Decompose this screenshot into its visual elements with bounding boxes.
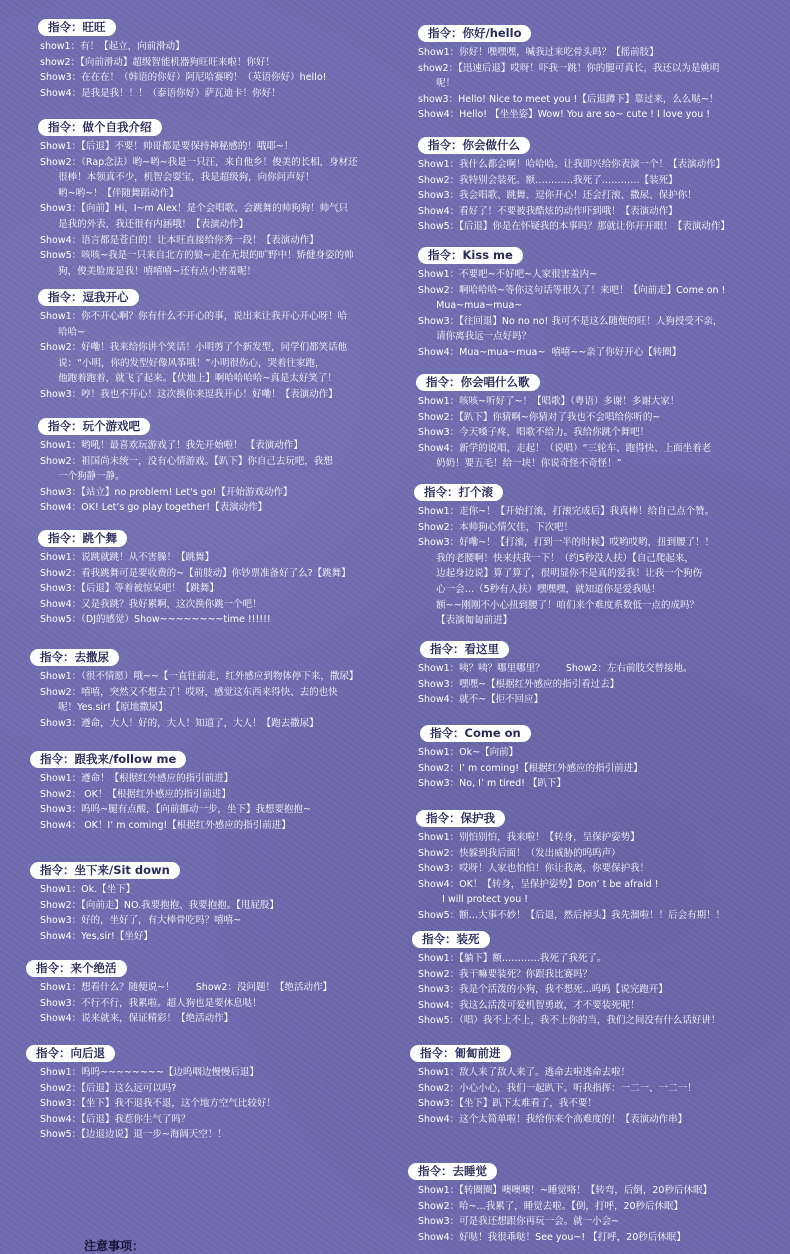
- response-line: Show4：说来就来，保证精彩！【绝活动作】: [40, 1013, 234, 1025]
- response-line: Show2：哈~...我累了，睡觉去啦。【倒，打呼，20秒后休眠】: [418, 1200, 684, 1212]
- command-section: [30, 646, 358, 731]
- response-line: Show1：遵命！【根据红外感应的指引前进】: [40, 773, 234, 784]
- command-title: 指令：保护我: [416, 810, 505, 827]
- response-line: 奶奶！要五毛！给一块！你说奇怪不奇怪！”: [418, 458, 622, 470]
- response-line: Show4：【后退】我惹你生气了吗？: [40, 1113, 191, 1125]
- response-line: Mua~mua~mua~: [418, 300, 523, 312]
- response-line: Show1：敌人来了敌人来了。逃命去啦逃命去啦！: [418, 1067, 631, 1078]
- response-line: Show4：Hello! 【坐坐姿】Wow! You are so~ cute ! I love you !: [418, 109, 711, 121]
- response-list: [418, 830, 725, 924]
- response-line: show2：【向前滑动】超级智能机器狗旺旺来啦！你好！: [40, 56, 275, 68]
- command-section: [26, 957, 332, 1027]
- response-list: [40, 139, 358, 279]
- response-line: Show2：我干嘛要装死？你跟我比赛吗？: [418, 968, 593, 980]
- response-line: Show2：【趴下】你猜啊~你猜对了我也不会唱给你听的~: [418, 411, 661, 423]
- command-section: [408, 1160, 712, 1245]
- response-list: [40, 882, 279, 944]
- command-section: [38, 415, 333, 516]
- response-line: Show2：小心小心，我们一起趴下。听我指挥：一二一、一二一！: [418, 1082, 697, 1094]
- command-title: 指令：向后退: [26, 1045, 115, 1062]
- response-line: Show1：咳咳~听好了~！【唱歌】（粤语）多谢！多谢大家！: [418, 396, 680, 407]
- response-line: Show5：咳咳~我是一只来自北方的狼~走在无垠的旷野中！矫健身姿的帅: [40, 250, 354, 262]
- response-list: [40, 771, 311, 833]
- response-line: Show3：可是我还想跟你再玩一会。就一小会~: [418, 1216, 620, 1228]
- command-section: [420, 638, 693, 708]
- response-line: Show1：不要吧~不好吧~人家很害羞内~: [418, 269, 598, 280]
- response-list: [418, 745, 643, 792]
- notes-title: 注意事项：: [84, 1239, 145, 1253]
- response-line: Show4： OK！I’ m coming!【根据红外感应的指引前进】: [40, 819, 291, 831]
- command-section: [416, 807, 725, 924]
- response-line: Show1：说跳就跳！从不害臊！【跳舞】: [40, 552, 215, 563]
- response-line: Show3：我是个活泼的小狗，我不想死...呜呜【说完跑开】: [418, 984, 668, 996]
- response-line: Show3：好的，坐好了，有大棒骨吃吗？嘻嘻~: [40, 915, 242, 927]
- command-section: [38, 16, 326, 101]
- response-line: Show4：就不~【拒不回应】: [418, 694, 544, 706]
- response-line: Show2：嘻嘻，突然又不想去了！哎呀，感觉这东西来得快、去的也快: [40, 686, 338, 698]
- response-line: Show5：额…大事不妙！【后退，然后掉头】我先溜啦！！后会有期！！: [418, 909, 726, 921]
- response-line: Show2：啊哈哈哈~等你这句话等很久了！来吧！【向前走】Come on !: [418, 284, 726, 296]
- command-title: 指令：跟我来/follow me: [30, 751, 186, 768]
- response-list: [40, 550, 351, 628]
- response-line: I will protect you !: [418, 894, 529, 906]
- response-line: Show5：【后退】你是在怀疑我的本事吗？那就让你开开眼！【表演动作】: [418, 221, 730, 233]
- command-section: [418, 134, 730, 235]
- response-line: 我的老腰啊！快来扶我一下！（约5秒没人扶）【自己爬起来，: [418, 552, 694, 564]
- response-list: [40, 669, 358, 731]
- response-line: Show3：【后退】等着被惊呆吧！【跳舞】: [40, 583, 219, 595]
- command-title: 指令：你会唱什么歌: [416, 374, 540, 391]
- response-line: Show2：祖国尚未统一，没有心情游戏。【趴下】你自己去玩吧，我想: [40, 455, 333, 467]
- command-title: 指令：你会做什么: [418, 137, 530, 154]
- command-section: [30, 748, 311, 833]
- response-line: Show3：哎呀！人家也怕怕！你让我离，你要保护我！: [418, 863, 650, 875]
- command-section: [420, 722, 643, 792]
- response-line: Show1：【躺下】额…………我死了我死了。: [418, 953, 607, 964]
- response-line: 说：“小明，你的发型好像风筝哦！”小明很伤心，哭着往家跑，: [40, 357, 325, 369]
- command-title: 指令：做个自我介绍: [38, 119, 162, 136]
- response-line: Show4：新学的说唱，走起！（说唱）“三轮车、跑得快、上面坐着老: [418, 442, 712, 454]
- command-section: [26, 1042, 276, 1143]
- response-line: Show2：好嘞！我来给你讲个笑话！小明剪了个新发型，同学们都笑话他: [40, 342, 348, 354]
- response-line: 呢！Yes.sir!【原地撒尿】: [40, 702, 168, 714]
- command-title: 指令：去睡觉: [408, 1163, 497, 1180]
- response-line: Show3：今天嗓子疼，唱歌不给力。我给你跳个舞吧！: [418, 427, 650, 439]
- command-section: [418, 244, 725, 361]
- response-list: [40, 39, 326, 101]
- response-line: Show3：在在在！（韩语的你好）阿尼哈赛哟！（英语你好）hello!: [40, 72, 327, 84]
- response-line: Show1：你不开心啊？你有什么不开心的事，说出来让我开心开心呀！哈: [40, 311, 348, 322]
- response-list: [40, 438, 333, 516]
- response-line: Show1：【后退】不要！帅哥都是要保持神秘感的！哦耶~！: [40, 141, 294, 152]
- response-line: Show5：【边退边说】退一步~海阔天空！！: [40, 1129, 227, 1141]
- command-section: [38, 527, 351, 628]
- response-line: Show1：想看什么？随便说~！ Show2：没问题！【绝活动作】: [40, 982, 332, 993]
- response-list: [418, 1183, 712, 1245]
- response-line: Show2： OK！【根据红外感应的指引前进】: [40, 788, 231, 800]
- response-line: Show2：快躲到我后面！（发出威胁的呜呜声）: [418, 847, 621, 859]
- response-line: Show1：你好！嘿嘿嘿，喊我过来吃骨头吗？【摇前肢】: [418, 47, 659, 58]
- response-line: Show2：【后退】这么远可以吗?: [40, 1082, 177, 1094]
- response-line: Show4：OK！【转身，呈保护姿势】Don’ t be afraid !: [418, 878, 659, 890]
- response-line: Show4：OK! Let’s go play together!【表演动作】: [40, 502, 268, 514]
- response-line: Show4：是我是我！！！（泰语你好）萨瓦迪卡！你好！: [40, 87, 281, 99]
- command-section: [410, 1042, 697, 1127]
- response-line: Show3：No, I’ m tired! 【趴下】: [418, 778, 567, 790]
- response-line: Show1：我什么都会啊！哈哈哈。让我即兴给你表演一个！【表演动作】: [418, 159, 726, 170]
- response-line: Show2：本帅狗心情欠佳，下次吧！: [418, 521, 574, 533]
- response-list: [418, 45, 719, 123]
- command-title: 指令：你好/hello: [418, 25, 531, 42]
- response-line: Show3：我会唱歌、跳舞、逗你开心！还会打滚、撒尿、保护你！: [418, 190, 697, 202]
- response-line: 是我的外表，我还很有内涵哦！【表演动作】: [40, 218, 249, 230]
- response-line: Show4：语言都是苍白的！让本旺直接给你秀一段！【表演动作】: [40, 234, 319, 246]
- response-line: show2：【迅速后退】哎呀！吓我一跳！你的腿可真长，我还以为是姚明: [418, 62, 720, 74]
- command-title: 指令：来个绝活: [26, 960, 127, 977]
- command-title: 指令：Come on: [420, 725, 531, 742]
- response-line: Show4：看好了！不要被我酷炫的动作吓到哦！【表演动作】: [418, 205, 678, 217]
- response-line: 他跑着跑着，就飞了起来。【伏地上】啊哈哈哈哈~真是太好笑了！: [40, 373, 337, 385]
- response-line: 哈哈~: [40, 326, 86, 338]
- response-line: 呢！: [418, 78, 456, 90]
- response-line: Show1：Ok.【坐下】: [40, 884, 136, 895]
- response-line: 狗，俊美脸庞是我！嘻嘻嘻~还有点小害羞呢！: [40, 265, 257, 277]
- command-title: 指令：装死: [412, 931, 490, 948]
- response-line: 很棒！本领真不少，机智会耍宝，我是超级狗，向你问声好！: [40, 172, 315, 184]
- response-line: Show1：【转圈圈】噢噢噢！~睡觉咯！【转弯，后倒，20秒后休眠】: [418, 1185, 712, 1196]
- response-list: [418, 1065, 697, 1127]
- command-title: 指令：跳个舞: [38, 530, 127, 547]
- command-title: 指令：匍匐前进: [410, 1045, 511, 1062]
- response-line: Show5：（DJ的感觉）Show~~~~~~~~time !!!!!!: [40, 614, 271, 626]
- response-line: Show2：I’ m coming!【根据红外感应的指引前进】: [418, 762, 643, 774]
- response-line: Show3：【坐下】趴下太难看了，我不要！: [418, 1098, 597, 1110]
- response-line: show1：有！【起立，向前滑动】: [40, 41, 185, 52]
- response-line: Show2：（Rap念法）哟~哟~我是一只汪，来自他乡！俊美的长相，身材还: [40, 156, 358, 168]
- response-line: 边起身边说】算了算了，很明显你不是真的爱我！让我一个狗伤: [418, 568, 703, 580]
- response-line: Show3：哼！我也不开心！这次换你来逗我开心！好嘞！【表演动作】: [40, 388, 338, 400]
- response-line: 心一会…（5秒有人扶）嘿嘿嘿，就知道你是爱我哒！: [418, 583, 661, 595]
- response-line: Show1：哟吼！最喜欢玩游戏了！我先开始啦！ 【表演动作】: [40, 440, 303, 451]
- response-line: Show1：别怕别怕，我来啦！【转身，呈保护姿势】: [418, 832, 640, 843]
- response-line: 一个狗静一静。: [40, 471, 125, 483]
- command-section: [416, 371, 711, 472]
- response-line: Show4：这个太简单啦！我给你来个高难度的！【表演动作串】: [418, 1113, 688, 1125]
- response-line: Show1：走你~！【开始打滚，打滚完成后】我真棒！给自己点个赞。: [418, 506, 715, 517]
- response-list: [40, 980, 332, 1027]
- command-title: 指令：逗我开心: [38, 289, 139, 306]
- command-section: [38, 286, 347, 403]
- response-line: Show4：好哒！我很乖哒！See you~! 【打呼，20秒后休眠】: [418, 1231, 686, 1243]
- command-title: 指令：去撒尿: [30, 649, 119, 666]
- command-title: 指令：坐下来/Sit down: [30, 862, 180, 879]
- response-line: Show4：Mua~mua~mua~ 嘻嘻~~亲了你好开心【转圈】: [418, 346, 682, 358]
- response-line: Show3：【坐下】我不退我不退，这个地方空气比较好！: [40, 1098, 276, 1110]
- response-line: Show1：呜呜~~~~~~~~【边呜咽边慢慢后退】: [40, 1067, 259, 1078]
- response-line: Show3：呜呜~腿有点酸，【向前挪动一步，坐下】我想要抱抱~: [40, 804, 311, 816]
- response-line: Show3：【向前】Hi，I~m Alex！是个会唱歌、会跳舞的帅狗狗！帅气只: [40, 203, 349, 215]
- response-list: [418, 661, 693, 708]
- command-section: [412, 928, 720, 1029]
- response-list: [418, 267, 725, 361]
- response-line: Show3：【站立】no problem! Let's go!【开始游戏动作】: [40, 486, 293, 498]
- response-list: [40, 309, 347, 403]
- response-line: Show2：我特别会装死。额…………我死了…………【装死】: [418, 174, 678, 186]
- command-section: [38, 116, 358, 279]
- command-section: [418, 22, 719, 123]
- response-line: Show1：（很不情愿）哦~~【一直往前走，红外感应到物体停下来，撒尿】: [40, 671, 359, 682]
- response-line: Show3：不行不行，我累啦。超人狗也是要休息哒！: [40, 997, 262, 1009]
- command-title: 指令：看这里: [420, 641, 509, 658]
- response-line: Show3：嘿嘿~【根据红外感应的指引看过去】: [418, 678, 620, 690]
- command-title: 指令：玩个游戏吧: [38, 418, 150, 435]
- response-line: Show1：Ok~【向前】: [418, 747, 519, 758]
- response-line: Show1：咦？咦？哪里哪里？ Show2：左右前肢交替接地。: [418, 663, 693, 674]
- command-title: 指令：旺旺: [38, 19, 116, 36]
- response-line: show3：Hello! Nice to meet you !【后退蹲下】靠过来，么么哒~！: [418, 93, 719, 105]
- response-list: [40, 1065, 276, 1143]
- response-line: Show4：我这么活泼可爱机智勇敢，才不要装死呢！: [418, 999, 640, 1011]
- response-list: [418, 157, 730, 235]
- response-line: 额~~刚刚不小心扭到腰了！咱们来个难度系数低一点的成吗？: [418, 599, 700, 611]
- response-list: [418, 394, 711, 472]
- response-line: 【表演匍匐前进】: [418, 615, 513, 627]
- command-section: [30, 859, 279, 944]
- response-line: Show2：【向前走】NO.我要抱抱、我要抱抱。【甩屁股】: [40, 899, 279, 911]
- response-line: Show5：（唱）我不上不上，我不上你的当，我们之间没有什么话好讲！: [418, 1015, 721, 1027]
- response-line: Show3：【往回退】No no no! 我可不是这么随便的旺！人狗授受不亲，: [418, 315, 723, 327]
- response-line: 哟~哟~！【伴随舞蹈动作】: [40, 187, 179, 199]
- response-list: [418, 504, 714, 629]
- response-line: 请你离我远一点好吗？: [418, 331, 532, 343]
- response-line: Show3：好嘞~！【打滚，打到一半的时候】哎哟哎哟，扭到腰了！！: [418, 537, 715, 549]
- response-line: Show2：看我跳舞可是要收费的~【前肢动】你钞票准备好了么?【跳舞】: [40, 567, 351, 579]
- response-list: [418, 951, 720, 1029]
- response-line: Show4：又是我跳？我好累啊，这次换你跳一个吧！: [40, 598, 262, 610]
- command-title: 指令：Kiss me: [418, 247, 523, 264]
- response-line: Show4：Yes,sir!【坐好】: [40, 930, 153, 942]
- command-section: [414, 481, 714, 629]
- command-title: 指令：打个滚: [414, 484, 503, 501]
- response-line: Show3：遵命，大人！好的，大人！知道了，大人！【跑去撒尿】: [40, 717, 319, 729]
